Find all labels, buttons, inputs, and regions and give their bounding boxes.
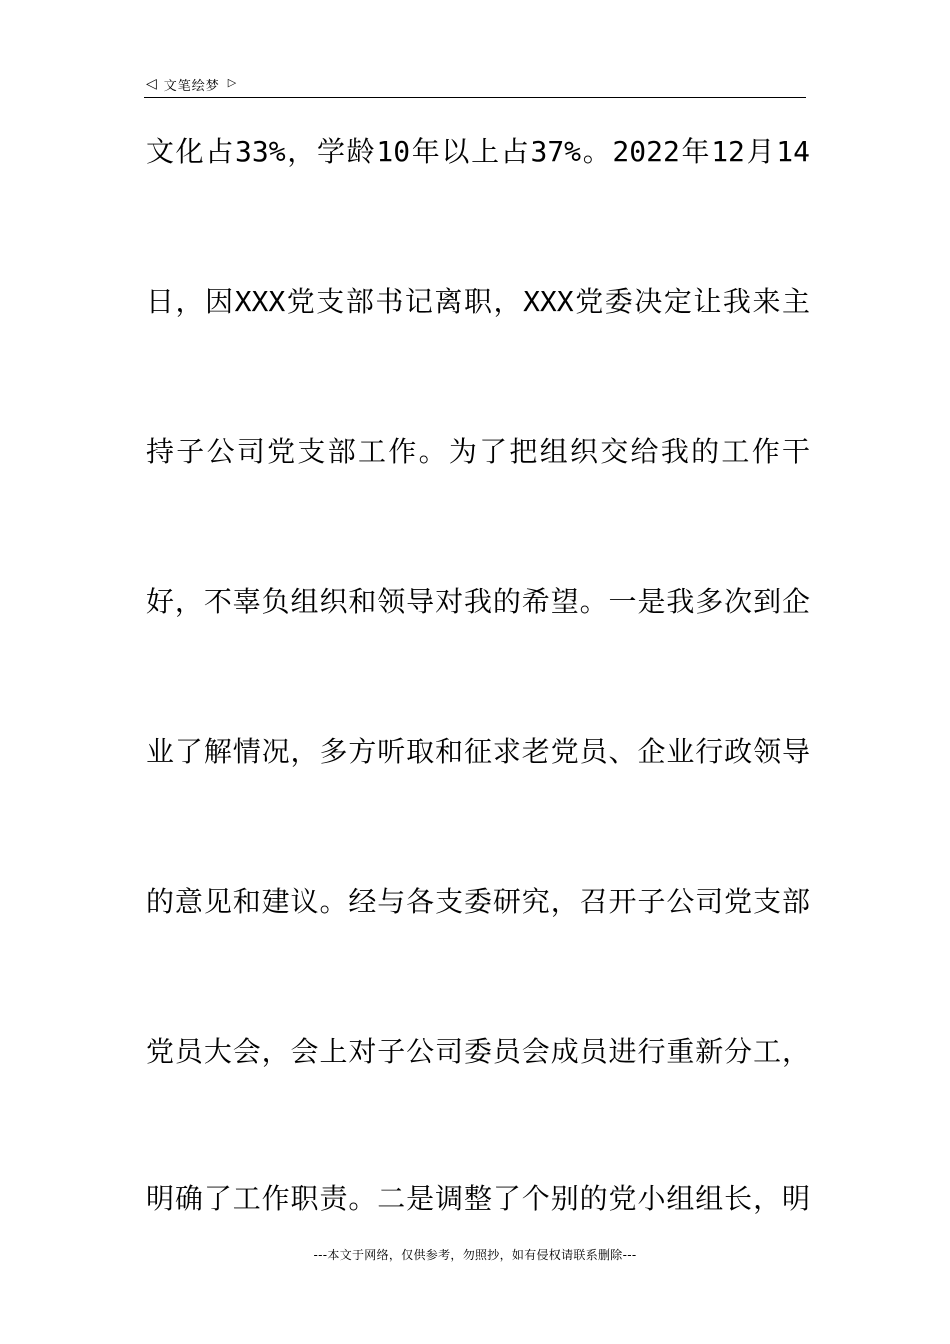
right-triangle-icon: ▷ (227, 75, 238, 89)
page-header (146, 74, 237, 94)
body-line-4: 好，不辜负组织和领导对我的希望。一是我多次到企 (146, 585, 810, 618)
left-triangle-icon: ◁ (146, 76, 158, 92)
body-line-7: 党员大会，会上对子公司委员会成员进行重新分工， (146, 1035, 810, 1068)
body-line-3: 持子公司党支部工作。为了把组织交给我的工作干 (146, 435, 810, 468)
footer-notice: ---本文于网络，仅供参考，勿照抄，如有侵权请联系删除--- (313, 1248, 637, 1262)
body-line-6: 的意见和建议。经与各支委研究，召开子公司党支部 (146, 885, 810, 918)
header-divider (144, 97, 806, 98)
header-title: 文笔绘梦 (163, 78, 220, 94)
body-line-5: 业了解情况，多方听取和征求老党员、企业行政领导 (146, 735, 810, 768)
body-line-8: 明确了工作职责。二是调整了个别的党小组组长，明 (146, 1182, 810, 1215)
body-line-2: 日，因XXX党支部书记离职，XXX党委决定让我来主 (146, 285, 810, 318)
body-line-1: 文化占33%，学龄10年以上占37%。2022年12月14 (146, 135, 810, 168)
